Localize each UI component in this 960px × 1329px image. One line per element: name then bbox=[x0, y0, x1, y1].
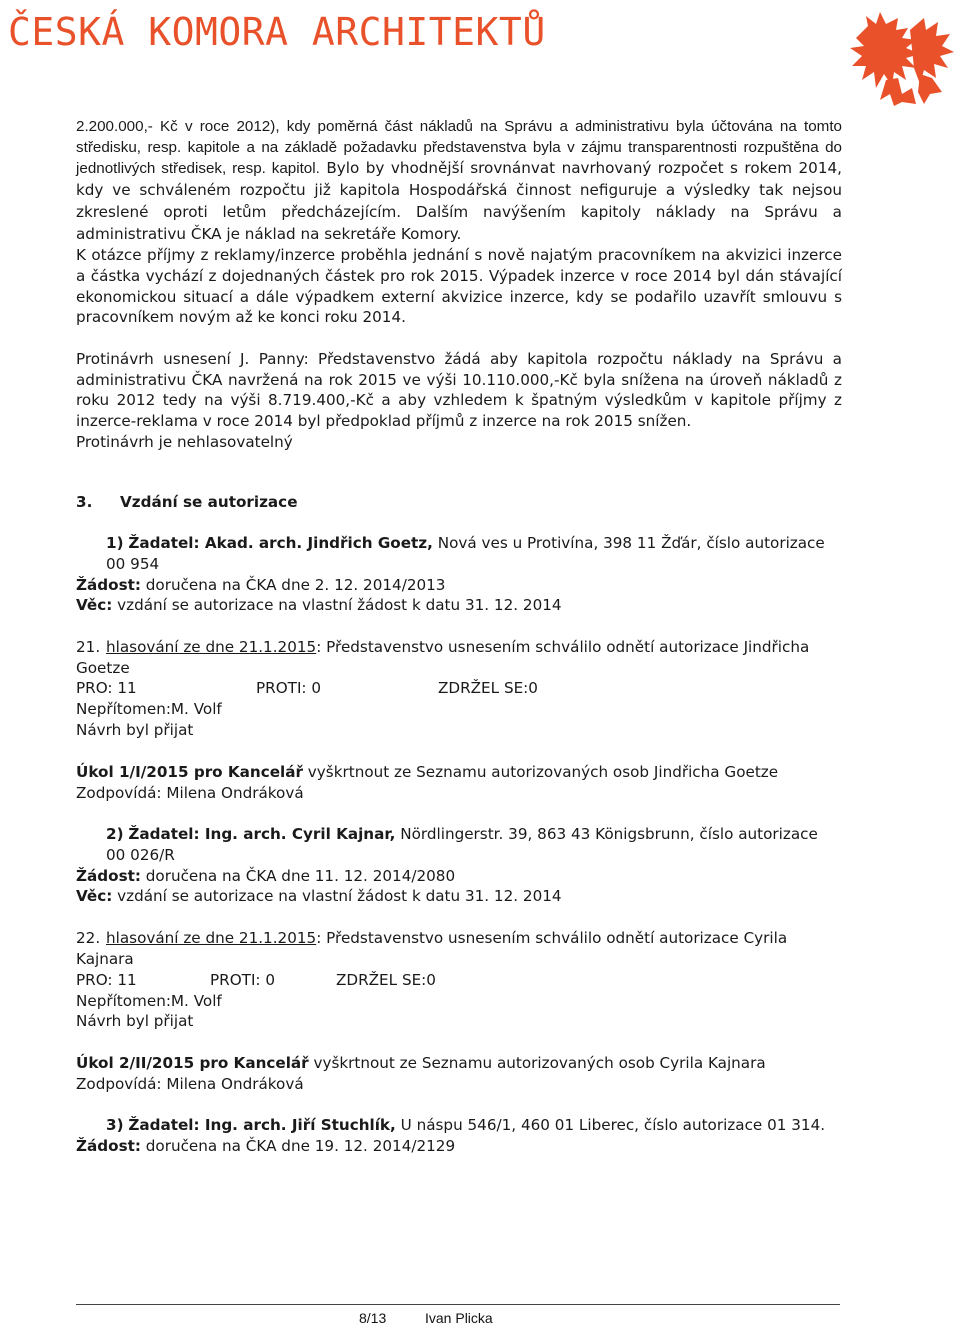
vote-21-result: Návrh byl přijat bbox=[76, 721, 194, 740]
applicant-3-request: Žádost: doručena na ČKA dne 19. 12. 2014/2129 bbox=[76, 1137, 456, 1156]
paragraph-budget-context-part1: 2.200.000,- Kč v roce 2012), kdy poměrná část nákladů na Správu a administrativu byla účtována na tomto středisku, resp. kapitole a na základě požadavku představenstva byla v zájmu transparentnosti rozpuštěna do jednotlivých středisek, resp. kapitol. bbox=[76, 118, 842, 178]
vote-22-counts: PRO: 11 PROTI: 0 ZDRŽEL SE:0 bbox=[76, 970, 436, 989]
applicant-2-matter: Věc: vzdání se autorizace na vlastní žádost k datu 31. 12. 2014 bbox=[76, 887, 562, 906]
applicant-1-matter: Věc: vzdání se autorizace na vlastní žádost k datu 31. 12. 2014 bbox=[76, 596, 562, 615]
paragraph-advertising: K otázce příjmy z reklamy/inzerce proběhla jednání s nově najatým pracovníkem na akvizici inzerce a částka vychází z dojednaných částek pro rok 2015. Výpadek inzerce v roce 2014 byl dán stávající ekonomickou situací a dále výpadkem externí akvizice inzerce, kdy se podařilo uzavřít smlouvu s pracovníkem novým až ke konci roku 2014. bbox=[76, 246, 842, 327]
vote-21-link[interactable]: hlasování ze dne 21.1.2015 bbox=[106, 638, 317, 657]
applicant-1-request: Žádost: doručena na ČKA dne 2. 12. 2014/2013 bbox=[76, 575, 446, 594]
paragraph-budget-context bbox=[76, 117, 842, 245]
vote-21: 21. hlasování ze dne 21.1.2015: Představenstvo usnesením schválilo odnětí autorizace Jindřicha Goetze bbox=[76, 638, 810, 677]
page-header-title: ČESKÁ KOMORA ARCHITEKTŮ bbox=[8, 10, 546, 54]
applicant-2 bbox=[76, 824, 842, 1094]
vote-22: 22. hlasování ze dne 21.1.2015: Představenstvo usnesením schválilo odnětí autorizace Cyrila Kajnara bbox=[76, 929, 788, 968]
page-number: 8/13 bbox=[359, 1310, 387, 1326]
section-heading: 3. Vzdání se autorizace bbox=[76, 492, 298, 511]
task-1: Úkol 1/I/2015 pro Kancelář vyškrtnout ze Seznamu autorizovaných osob Jindřicha Goetze bbox=[76, 762, 779, 781]
footer-author: Ivan Plicka bbox=[425, 1310, 493, 1326]
paragraph-budget-context-part2: Bylo by vhodnější srovnánvat navrhovaný rozpočet s rokem 2014, kdy ve schváleném rozpočtu již kapitola Hospodářská činnost nefiguruje a výsledky tak nejsou zkreslené oproti letům předcházejícím. Dalším navýšením kapitoly náklady na Správu a administrativu ČKA je náklad na sekretáře Komory. bbox=[76, 159, 842, 243]
applicant-3 bbox=[76, 1115, 842, 1156]
heraldic-lion-logo bbox=[846, 8, 958, 108]
task-2-responsible: Zodpovídá: Milena Ondráková bbox=[76, 1074, 304, 1093]
vote-22-link[interactable]: hlasování ze dne 21.1.2015 bbox=[106, 929, 317, 948]
document-body bbox=[76, 117, 842, 1157]
vote-22-absent: Nepřítomen:M. Volf bbox=[76, 991, 222, 1010]
vote-21-absent: Nepřítomen:M. Volf bbox=[76, 700, 222, 719]
applicant-1-header: 1) Žadatel: Akad. arch. Jindřich Goetz, Nová ves u Protivína, 398 11 Žďár, číslo autorizace 00 954 bbox=[106, 534, 825, 573]
vote-21-counts: PRO: 11 PROTI: 0 ZDRŽEL SE:0 bbox=[76, 679, 538, 698]
paragraph-counterproposal: Protinávrh usnesení J. Panny: Představenstvo žádá aby kapitola rozpočtu náklady na Správu a administrativu ČKA navržená na rok 2015 ve výši 10.110.000,-Kč byla snížena na úroveň nákladů z roku 2012 tedy na výši 8.719.400,-Kč a aby vzhledem k špatným výsledkům v kapitole příjmy z inzerce-reklama v roce 2014 byl předpoklad příjmů z inzerce na rok 2015 snížen. bbox=[76, 350, 842, 431]
applicant-3-header: 3) Žadatel: Ing. arch. Jiří Stuchlík, U náspu 546/1, 460 01 Liberec, číslo autorizace 01 314. bbox=[106, 1116, 826, 1135]
task-1-responsible: Zodpovídá: Milena Ondráková bbox=[76, 783, 304, 802]
vote-22-result: Návrh byl přijat bbox=[76, 1012, 194, 1031]
applicant-2-header: 2) Žadatel: Ing. arch. Cyril Kajnar, Nördlingerstr. 39, 863 43 Königsbrunn, číslo autorizace 00 026/R bbox=[106, 825, 818, 864]
paragraph-not-votable: Protinávrh je nehlasovatelný bbox=[76, 432, 293, 451]
applicant-1 bbox=[76, 533, 842, 803]
footer-divider bbox=[76, 1304, 840, 1305]
applicant-2-request: Žádost: doručena na ČKA dne 11. 12. 2014/2080 bbox=[76, 866, 456, 885]
task-2: Úkol 2/II/2015 pro Kancelář vyškrtnout ze Seznamu autorizovaných osob Cyrila Kajnara bbox=[76, 1053, 766, 1072]
